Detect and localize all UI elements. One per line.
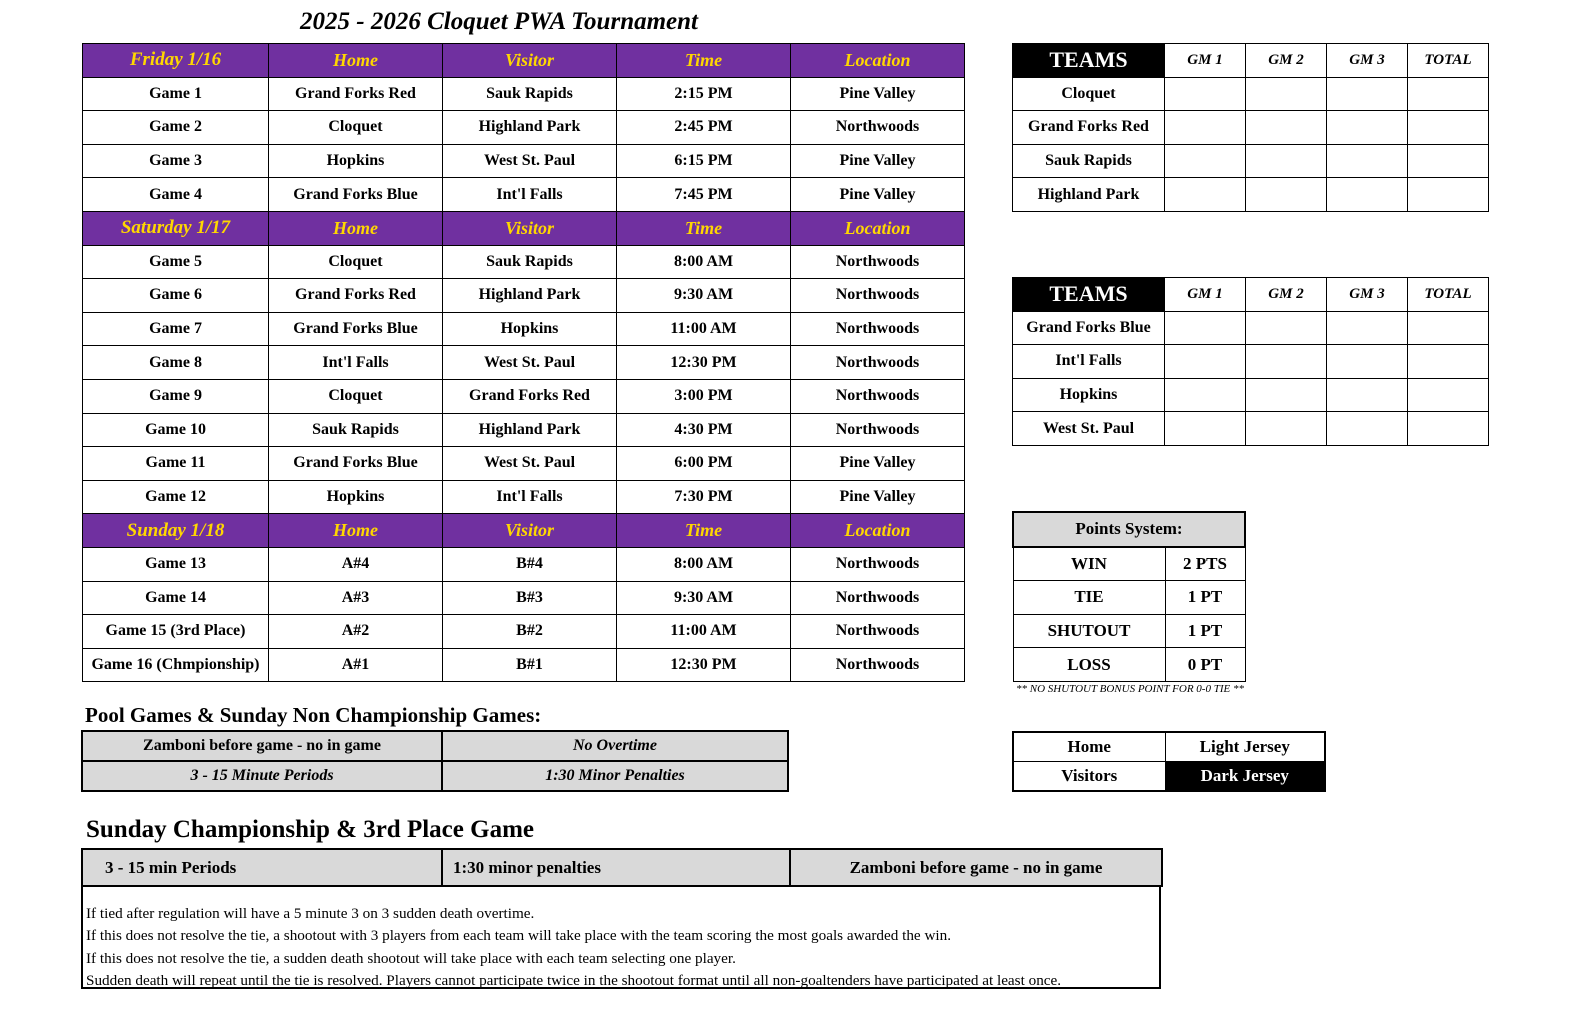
- game-game: Game 9: [83, 379, 269, 413]
- score-cell: [1408, 378, 1489, 412]
- game-home: Cloquet: [269, 245, 443, 279]
- team-name: Grand Forks Blue: [1013, 311, 1165, 345]
- game-game: Game 1: [83, 77, 269, 111]
- game-time: 6:00 PM: [617, 447, 791, 481]
- pool-rules-table: [81, 730, 789, 792]
- column-header: Time: [617, 211, 791, 245]
- page-title: 2025 - 2026 Cloquet PWA Tournament: [300, 8, 698, 35]
- championship-rule-zamboni: Zamboni before game - no in game: [790, 849, 1162, 886]
- game-home: Grand Forks Blue: [269, 312, 443, 346]
- game-game: Game 5: [83, 245, 269, 279]
- visitors-jersey-value: Dark Jersey: [1165, 762, 1325, 792]
- game-visitor: West St. Paul: [443, 144, 617, 178]
- game-location: Northwoods: [791, 279, 965, 313]
- points-value: 1 PT: [1165, 581, 1245, 615]
- standings-column-header: GM 3: [1327, 44, 1408, 78]
- pool-rule-overtime: No Overtime: [442, 731, 788, 761]
- game-game: Game 15 (3rd Place): [83, 615, 269, 649]
- game-time: 11:00 AM: [617, 312, 791, 346]
- game-row: [83, 480, 965, 514]
- game-row: [83, 379, 965, 413]
- team-row: [1013, 412, 1489, 446]
- game-home: Hopkins: [269, 480, 443, 514]
- points-label: SHUTOUT: [1013, 614, 1165, 648]
- column-header: Home: [269, 211, 443, 245]
- game-game: Game 14: [83, 581, 269, 615]
- team-row: [1013, 378, 1489, 412]
- game-row: [83, 615, 965, 649]
- game-row: [83, 178, 965, 212]
- team-name: Grand Forks Red: [1013, 111, 1165, 145]
- game-time: 8:00 AM: [617, 245, 791, 279]
- game-visitor: Highland Park: [443, 279, 617, 313]
- score-cell: [1165, 111, 1246, 145]
- overtime-rules: [81, 885, 1161, 989]
- game-time: 7:45 PM: [617, 178, 791, 212]
- game-game: Game 7: [83, 312, 269, 346]
- score-cell: [1246, 412, 1327, 446]
- game-home: A#2: [269, 615, 443, 649]
- day-label: Saturday 1/17: [83, 211, 269, 245]
- day-header-row: [83, 211, 965, 245]
- teams-header: TEAMS: [1013, 278, 1165, 312]
- score-cell: [1327, 378, 1408, 412]
- shutout-note: ** NO SHUTOUT BONUS POINT FOR 0-0 TIE **: [1016, 683, 1244, 695]
- score-cell: [1165, 311, 1246, 345]
- game-row: [83, 581, 965, 615]
- team-name: West St. Paul: [1013, 412, 1165, 446]
- game-game: Game 11: [83, 447, 269, 481]
- team-name: Hopkins: [1013, 378, 1165, 412]
- team-row: [1013, 111, 1489, 145]
- game-visitor: Hopkins: [443, 312, 617, 346]
- score-cell: [1246, 378, 1327, 412]
- standings-column-header: TOTAL: [1408, 44, 1489, 78]
- overtime-rule-line: If this does not resolve the tie, a shootout with 3 players from each team will take place with the team scoring the most goals awarded the win.: [86, 927, 952, 945]
- visitors-jersey-label: Visitors: [1013, 762, 1165, 792]
- column-header: Location: [791, 514, 965, 548]
- game-time: 7:30 PM: [617, 480, 791, 514]
- team-row: [1013, 77, 1489, 111]
- game-time: 9:30 AM: [617, 279, 791, 313]
- overtime-rule-line: If tied after regulation will have a 5 minute 3 on 3 sudden death overtime.: [86, 905, 535, 922]
- standings-column-header: TOTAL: [1408, 278, 1489, 312]
- game-time: 8:00 AM: [617, 547, 791, 581]
- game-location: Northwoods: [791, 245, 965, 279]
- column-header: Home: [269, 514, 443, 548]
- score-cell: [1165, 144, 1246, 178]
- team-row: [1013, 345, 1489, 379]
- score-cell: [1327, 178, 1408, 212]
- game-time: 12:30 PM: [617, 648, 791, 682]
- standings-column-header: GM 2: [1246, 278, 1327, 312]
- game-visitor: Sauk Rapids: [443, 77, 617, 111]
- game-visitor: West St. Paul: [443, 447, 617, 481]
- home-jersey-value: Light Jersey: [1165, 732, 1325, 762]
- game-row: [83, 245, 965, 279]
- game-game: Game 2: [83, 111, 269, 145]
- game-time: 9:30 AM: [617, 581, 791, 615]
- score-cell: [1408, 77, 1489, 111]
- jersey-table: [1012, 731, 1326, 792]
- schedule-table: [82, 43, 965, 682]
- game-row: [83, 144, 965, 178]
- score-cell: [1327, 144, 1408, 178]
- game-row: [83, 413, 965, 447]
- game-row: [83, 312, 965, 346]
- championship-rule-periods: 3 - 15 min Periods: [82, 849, 442, 886]
- score-cell: [1408, 311, 1489, 345]
- points-value: 0 PT: [1165, 648, 1245, 682]
- day-header-row: [83, 514, 965, 548]
- game-game: Game 3: [83, 144, 269, 178]
- overtime-rule-line: If this does not resolve the tie, a sudden death shootout will take place with each team selecting one player.: [86, 949, 736, 967]
- game-game: Game 8: [83, 346, 269, 380]
- score-cell: [1327, 345, 1408, 379]
- score-cell: [1165, 378, 1246, 412]
- game-location: Northwoods: [791, 581, 965, 615]
- game-visitor: Grand Forks Red: [443, 379, 617, 413]
- championship-rule-penalties: 1:30 minor penalties: [442, 849, 790, 886]
- game-visitor: West St. Paul: [443, 346, 617, 380]
- game-row: [83, 447, 965, 481]
- standings-header-row: [1013, 44, 1489, 78]
- game-row: [83, 77, 965, 111]
- game-home: Grand Forks Blue: [269, 178, 443, 212]
- column-header: Visitor: [443, 211, 617, 245]
- game-game: Game 6: [83, 279, 269, 313]
- day-header-row: [83, 44, 965, 78]
- pool-rules-heading: Pool Games & Sunday Non Championship Games:: [85, 703, 542, 727]
- points-value: 2 PTS: [1165, 547, 1245, 581]
- game-visitor: B#2: [443, 615, 617, 649]
- game-home: Grand Forks Red: [269, 279, 443, 313]
- game-location: Northwoods: [791, 379, 965, 413]
- pool-b-standings-table: [1012, 277, 1489, 446]
- score-cell: [1165, 77, 1246, 111]
- score-cell: [1327, 311, 1408, 345]
- score-cell: [1327, 412, 1408, 446]
- column-header: Time: [617, 514, 791, 548]
- score-cell: [1246, 345, 1327, 379]
- game-location: Pine Valley: [791, 144, 965, 178]
- pool-rule-periods: 3 - 15 Minute Periods: [82, 761, 442, 791]
- standings-column-header: GM 3: [1327, 278, 1408, 312]
- team-name: Int'l Falls: [1013, 345, 1165, 379]
- score-cell: [1246, 311, 1327, 345]
- points-value: 1 PT: [1165, 614, 1245, 648]
- championship-rules-table: [81, 848, 1163, 887]
- game-location: Northwoods: [791, 547, 965, 581]
- game-time: 4:30 PM: [617, 413, 791, 447]
- game-location: Pine Valley: [791, 447, 965, 481]
- game-location: Pine Valley: [791, 77, 965, 111]
- score-cell: [1246, 111, 1327, 145]
- game-time: 11:00 AM: [617, 615, 791, 649]
- score-cell: [1246, 178, 1327, 212]
- game-home: Sauk Rapids: [269, 413, 443, 447]
- column-header: Home: [269, 44, 443, 78]
- game-home: Hopkins: [269, 144, 443, 178]
- game-visitor: Int'l Falls: [443, 178, 617, 212]
- game-time: 12:30 PM: [617, 346, 791, 380]
- game-game: Game 16 (Chmpionship): [83, 648, 269, 682]
- game-time: 3:00 PM: [617, 379, 791, 413]
- home-jersey-label: Home: [1013, 732, 1165, 762]
- game-location: Northwoods: [791, 111, 965, 145]
- game-location: Northwoods: [791, 615, 965, 649]
- score-cell: [1165, 345, 1246, 379]
- score-cell: [1408, 412, 1489, 446]
- game-home: Cloquet: [269, 379, 443, 413]
- game-location: Northwoods: [791, 312, 965, 346]
- game-home: Grand Forks Red: [269, 77, 443, 111]
- game-home: A#1: [269, 648, 443, 682]
- overtime-rule-line: Sudden death will repeat until the tie is resolved. Players cannot participate twice in the shootout format until all non-goaltenders have participated at least once.: [86, 972, 1062, 990]
- score-cell: [1246, 144, 1327, 178]
- game-game: Game 4: [83, 178, 269, 212]
- game-time: 6:15 PM: [617, 144, 791, 178]
- game-row: [83, 648, 965, 682]
- game-visitor: B#4: [443, 547, 617, 581]
- team-row: [1013, 311, 1489, 345]
- championship-rules-heading: Sunday Championship & 3rd Place Game: [86, 816, 534, 843]
- points-system-table: [1012, 511, 1246, 682]
- points-system-header: Points System:: [1013, 512, 1245, 547]
- standings-column-header: GM 1: [1165, 44, 1246, 78]
- column-header: Visitor: [443, 44, 617, 78]
- game-game: Game 10: [83, 413, 269, 447]
- game-location: Northwoods: [791, 648, 965, 682]
- column-header: Time: [617, 44, 791, 78]
- game-time: 2:45 PM: [617, 111, 791, 145]
- team-name: Sauk Rapids: [1013, 144, 1165, 178]
- score-cell: [1408, 111, 1489, 145]
- game-game: Game 12: [83, 480, 269, 514]
- score-cell: [1327, 111, 1408, 145]
- score-cell: [1408, 144, 1489, 178]
- game-row: [83, 279, 965, 313]
- game-visitor: Highland Park: [443, 413, 617, 447]
- points-label: WIN: [1013, 547, 1165, 581]
- game-time: 2:15 PM: [617, 77, 791, 111]
- game-home: Grand Forks Blue: [269, 447, 443, 481]
- game-home: A#4: [269, 547, 443, 581]
- game-row: [83, 111, 965, 145]
- game-home: A#3: [269, 581, 443, 615]
- game-location: Northwoods: [791, 346, 965, 380]
- team-row: [1013, 144, 1489, 178]
- team-name: Highland Park: [1013, 178, 1165, 212]
- score-cell: [1408, 345, 1489, 379]
- points-label: LOSS: [1013, 648, 1165, 682]
- column-header: Visitor: [443, 514, 617, 548]
- game-home: Int'l Falls: [269, 346, 443, 380]
- team-name: Cloquet: [1013, 77, 1165, 111]
- pool-a-standings-table: [1012, 43, 1489, 212]
- teams-header: TEAMS: [1013, 44, 1165, 78]
- game-location: Northwoods: [791, 413, 965, 447]
- pool-rule-zamboni: Zamboni before game - no in game: [82, 731, 442, 761]
- game-row: [83, 346, 965, 380]
- score-cell: [1165, 178, 1246, 212]
- game-visitor: Int'l Falls: [443, 480, 617, 514]
- points-label: TIE: [1013, 581, 1165, 615]
- standings-header-row: [1013, 278, 1489, 312]
- standings-column-header: GM 1: [1165, 278, 1246, 312]
- score-cell: [1327, 77, 1408, 111]
- team-row: [1013, 178, 1489, 212]
- game-visitor: B#1: [443, 648, 617, 682]
- game-row: [83, 547, 965, 581]
- game-visitor: Highland Park: [443, 111, 617, 145]
- score-cell: [1408, 178, 1489, 212]
- game-location: Pine Valley: [791, 480, 965, 514]
- column-header: Location: [791, 44, 965, 78]
- game-location: Pine Valley: [791, 178, 965, 212]
- day-label: Friday 1/16: [83, 44, 269, 78]
- score-cell: [1246, 77, 1327, 111]
- game-game: Game 13: [83, 547, 269, 581]
- day-label: Sunday 1/18: [83, 514, 269, 548]
- column-header: Location: [791, 211, 965, 245]
- score-cell: [1165, 412, 1246, 446]
- pool-rule-penalties: 1:30 Minor Penalties: [442, 761, 788, 791]
- standings-column-header: GM 2: [1246, 44, 1327, 78]
- game-home: Cloquet: [269, 111, 443, 145]
- game-visitor: Sauk Rapids: [443, 245, 617, 279]
- game-visitor: B#3: [443, 581, 617, 615]
